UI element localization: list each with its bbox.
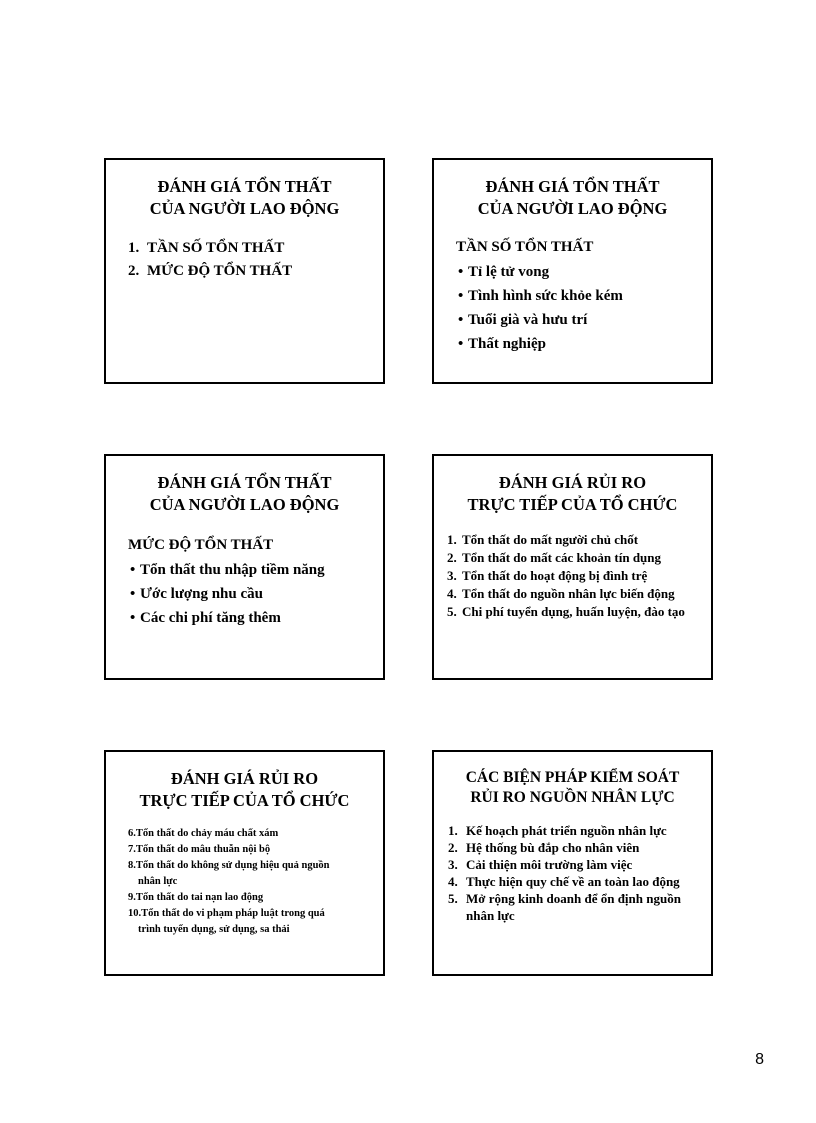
- slide-title-line-2: RỦI RO NGUỒN NHÂN LỰC: [470, 789, 675, 806]
- item-number: 10.: [128, 908, 142, 919]
- list-item: [128, 906, 348, 938]
- slide-title: [106, 768, 383, 812]
- page-number: 8: [755, 1051, 764, 1068]
- slide-title-line-1: ĐÁNH GIÁ RỦI RO: [170, 769, 319, 788]
- slide-title-line-2: TRỰC TIẾP CỦA TỔ CHỨC: [467, 495, 678, 514]
- item-number: 4.: [448, 874, 458, 889]
- list-item: [447, 585, 711, 603]
- item-number: 8.: [128, 860, 136, 871]
- list-item: [448, 890, 711, 924]
- bullet-list: [106, 558, 383, 630]
- item-text: Tổn thất do tai nạn lao động: [135, 892, 264, 903]
- item-number: 3.: [448, 857, 458, 872]
- list-item: [447, 549, 711, 567]
- slide-title-line-2: CỦA NGƯỜI LAO ĐỘNG: [477, 199, 668, 218]
- numbered-list: [128, 826, 383, 938]
- slide-title: [106, 176, 383, 220]
- slide-1: [104, 158, 385, 384]
- slide-subheading: MỨC ĐỘ TỔN THẤT: [128, 537, 274, 553]
- slide-title: [434, 472, 711, 516]
- item-number: 2.: [128, 263, 140, 279]
- numbered-list: [128, 237, 383, 283]
- item-number: 2.: [448, 840, 458, 855]
- list-item: [128, 237, 383, 260]
- item-text: Tổn thất do nguồn nhân lực biến động: [462, 586, 675, 601]
- item-number: 2.: [447, 550, 457, 565]
- slide-title-line-2: CỦA NGƯỜI LAO ĐỘNG: [149, 199, 340, 218]
- slide-title: [434, 176, 711, 220]
- list-item: [128, 260, 383, 283]
- bullet-item: • Tuổi già và hưu trí: [458, 308, 711, 332]
- item-number: 1.: [128, 240, 140, 256]
- slide-title-line-1: CÁC BIỆN PHÁP KIỂM SOÁT: [465, 769, 680, 786]
- slide-2: [432, 158, 713, 384]
- slide-title-line-1: ĐÁNH GIÁ TỔN THẤT: [157, 177, 332, 196]
- item-text: Kế hoạch phát triển nguồn nhân lực: [466, 823, 667, 838]
- item-text: Tổn thất do không sử dụng hiệu quả nguồn nhân lực: [135, 860, 330, 887]
- item-text: TẦN SỐ TỔN THẤT: [147, 240, 285, 256]
- item-number: 1.: [448, 823, 458, 838]
- item-text: Tổn thất do mất các khoản tín dụng: [462, 550, 662, 565]
- item-text: Tổn thất do mất người chủ chốt: [462, 532, 639, 547]
- list-item: [447, 603, 711, 621]
- item-text: Tổn thất do hoạt động bị đình trệ: [462, 568, 648, 583]
- list-item: [448, 856, 711, 873]
- item-number: 1.: [447, 532, 457, 547]
- slide-title-line-2: CỦA NGƯỜI LAO ĐỘNG: [149, 495, 340, 514]
- list-item: [447, 567, 711, 585]
- item-number: 7.: [128, 844, 136, 855]
- item-number: 6.: [128, 828, 136, 839]
- item-text: Thực hiện quy chế về an toàn lao động: [466, 874, 680, 889]
- list-item: [448, 839, 711, 856]
- numbered-list: [448, 822, 711, 924]
- slide-title-line-1: ĐÁNH GIÁ TỔN THẤT: [157, 473, 332, 492]
- list-item: [128, 890, 383, 906]
- slide-3: [104, 454, 385, 680]
- item-text: MỨC ĐỘ TỔN THẤT: [147, 263, 293, 279]
- item-text: Mở rộng kinh doanh để ổn định nguồn nhân lực: [466, 891, 681, 923]
- bullet-item: • Ước lượng nhu cầu: [130, 582, 383, 606]
- item-text: Chi phí tuyển dụng, huấn luyện, đào tạo: [462, 604, 685, 619]
- bullet-item: • Tình hình sức khỏe kém: [458, 284, 711, 308]
- slide-6: [432, 750, 713, 976]
- slide-title-line-2: TRỰC TIẾP CỦA TỔ CHỨC: [139, 791, 350, 810]
- slide-5: [104, 750, 385, 976]
- item-text: Cải thiện môi trường làm việc: [466, 857, 633, 872]
- slide-title-line-1: ĐÁNH GIÁ RỦI RO: [498, 473, 647, 492]
- item-text: Hệ thống bù đắp cho nhân viên: [466, 840, 640, 855]
- item-number: 9.: [128, 892, 136, 903]
- slide-title: [106, 472, 383, 516]
- list-item: [448, 822, 711, 839]
- item-number: 3.: [447, 568, 457, 583]
- list-item: [447, 531, 711, 549]
- list-item: [128, 842, 383, 858]
- slide-4: [432, 454, 713, 680]
- numbered-list: [447, 531, 711, 621]
- bullet-item: • Thất nghiệp: [458, 332, 711, 356]
- slide-subheading: TẦN SỐ TỔN THẤT: [456, 239, 594, 255]
- bullet-item: • Tổn thất thu nhập tiềm năng: [130, 558, 383, 582]
- item-text: Tổn thất do chảy máu chất xám: [135, 828, 279, 839]
- bullet-item: • Các chi phí tăng thêm: [130, 606, 383, 630]
- slide-title-line-1: ĐÁNH GIÁ TỔN THẤT: [485, 177, 660, 196]
- slide-title: [434, 768, 711, 808]
- bullet-item: • Tỉ lệ tử vong: [458, 260, 711, 284]
- item-number: 4.: [447, 586, 457, 601]
- list-item: [128, 858, 343, 890]
- item-text: Tổn thất do vi phạm pháp luật trong quá trình tuyển dụng, sử dụng, sa thải: [138, 908, 325, 935]
- bullet-list: [434, 260, 711, 356]
- item-number: 5.: [448, 891, 458, 906]
- list-item: [128, 826, 383, 842]
- item-text: Tổn thất do mâu thuẫn nội bộ: [135, 844, 271, 855]
- item-number: 5.: [447, 604, 457, 619]
- list-item: [448, 873, 711, 890]
